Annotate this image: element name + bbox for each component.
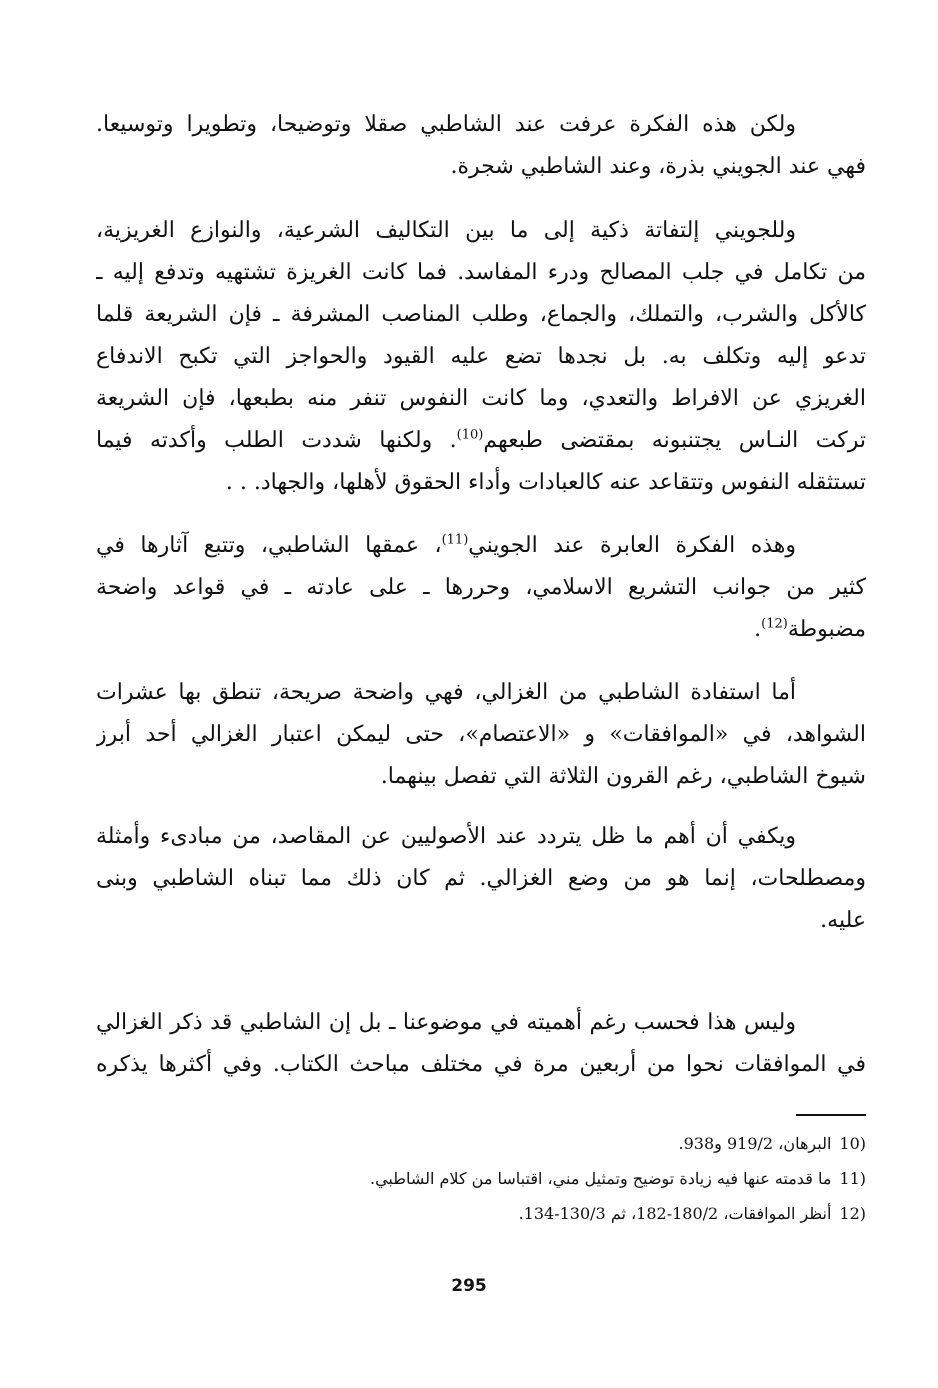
text-line: في الموافقات نحوا من أربعين مرة في مختلف مباحث الكتاب. وفي أكثرها يذكره: [96, 1052, 866, 1077]
footnote-text: أنظر الموافقات، 180/2-182، ثم 130/3-134.: [518, 1204, 832, 1223]
footnotes: [96, 1126, 866, 1231]
text-line: كالأكل والشرب، والتملك، والجماع، وطلب المناصب المشرفة ـ فإن الشريعة قلما: [96, 302, 866, 327]
text-line: من تكامل في جلب المصالح ودرء المفاسد. فما كانت الغريزة تشتهيه وتدفع إليه ـ: [96, 260, 866, 285]
text-line: عليه.: [820, 908, 866, 933]
text-line: فهي عند الجويني بذرة، وعند الشاطبي شجرة.: [450, 154, 866, 179]
footnote-11: [96, 1161, 866, 1196]
text-line: مضبوطة$^{(12)}$.: [754, 616, 866, 642]
paragraph-5: [96, 816, 866, 942]
footnote-number: 11): [839, 1169, 866, 1188]
text-line: ويكفي أن أهم ما ظل يتردد عند الأصوليين عن المقاصد، من مبادىء وأمثلة: [96, 824, 796, 849]
footnote-reference: (11): [441, 532, 469, 548]
text-line: كثير من جوانب التشريع الاسلامي، وحررها ـ على عادته ـ في قواعد واضحة: [96, 575, 866, 600]
text-line: ومصطلحات، إنما هو من وضع الغزالي. ثم كان ذلك مما تبناه الشاطبي وبنى: [96, 866, 866, 891]
paragraph-2: [96, 210, 866, 504]
footnote-12: [96, 1196, 866, 1231]
text-line: تستثقله النفوس وتتقاعد عنه كالعبادات وأداء الحقوق لأهلها، والجهاد. . .: [225, 470, 866, 495]
text-line: تدعو إليه وتكلف به. بل نجدها تضع عليه القيود والحواجز التي تكبح الاندفاع: [96, 344, 866, 369]
text-line: ولكن هذه الفكرة عرفت عند الشاطبي صقلا وتوضيحا، وتطويرا وتوسيعا.: [96, 112, 796, 137]
footnote-text: البرهان، 919/2 و938.: [678, 1134, 832, 1153]
text-line: الغريزي عن الافراط والتعدي، وما كانت النفوس تنفر منه بطبعها، فإن الشريعة: [96, 386, 866, 411]
text-line: الشواهد، في «الموافقات» و «الاعتصام»، حتى ليمكن اعتبار الغزالي أحد أبرز: [96, 722, 866, 747]
footnote-reference: (10): [456, 427, 484, 443]
paragraph-1: [96, 104, 866, 188]
text-line: أما استفادة الشاطبي من الغزالي، فهي واضحة صريحة، تنطق بها عشرات: [96, 680, 796, 705]
paragraph-6: [96, 1002, 866, 1086]
paragraph-4: [96, 672, 866, 798]
footnote-number: 10): [839, 1134, 866, 1153]
paragraph-3: [96, 525, 866, 651]
text-line: وليس هذا فحسب رغم أهميته في موضوعنا ـ بل إن الشاطبي قد ذكر الغزالي: [96, 1010, 796, 1035]
text-line: وللجويني إلتفاتة ذكية إلى ما بين التكاليف الشرعية، والنوازع الغريزية،: [96, 218, 796, 243]
footnote-10: [96, 1126, 866, 1161]
footnote-text: ما قدمته عنها فيه زيادة توضيح وتمثيل مني، اقتباسا من كلام الشاطبي.: [369, 1169, 832, 1188]
page-number: 295: [451, 1276, 487, 1296]
text-line: تركت النـاس يجتنبونه بمقتضى طبعهم$^{(10)}$. ولكنها شددت الطلب وأكدته فيما: [96, 427, 866, 453]
text-line: وهذه الفكرة العابرة عند الجويني$^{(11)}$، عمقها الشاطبي، وتتبع آثارها في: [96, 532, 796, 558]
footnote-number: 12): [839, 1204, 866, 1223]
text-line: شيوخ الشاطبي، رغم القرون الثلاثة التي تفصل بينهما.: [380, 764, 866, 789]
footnote-separator: [796, 1114, 866, 1116]
footnote-reference: (12): [761, 616, 788, 632]
